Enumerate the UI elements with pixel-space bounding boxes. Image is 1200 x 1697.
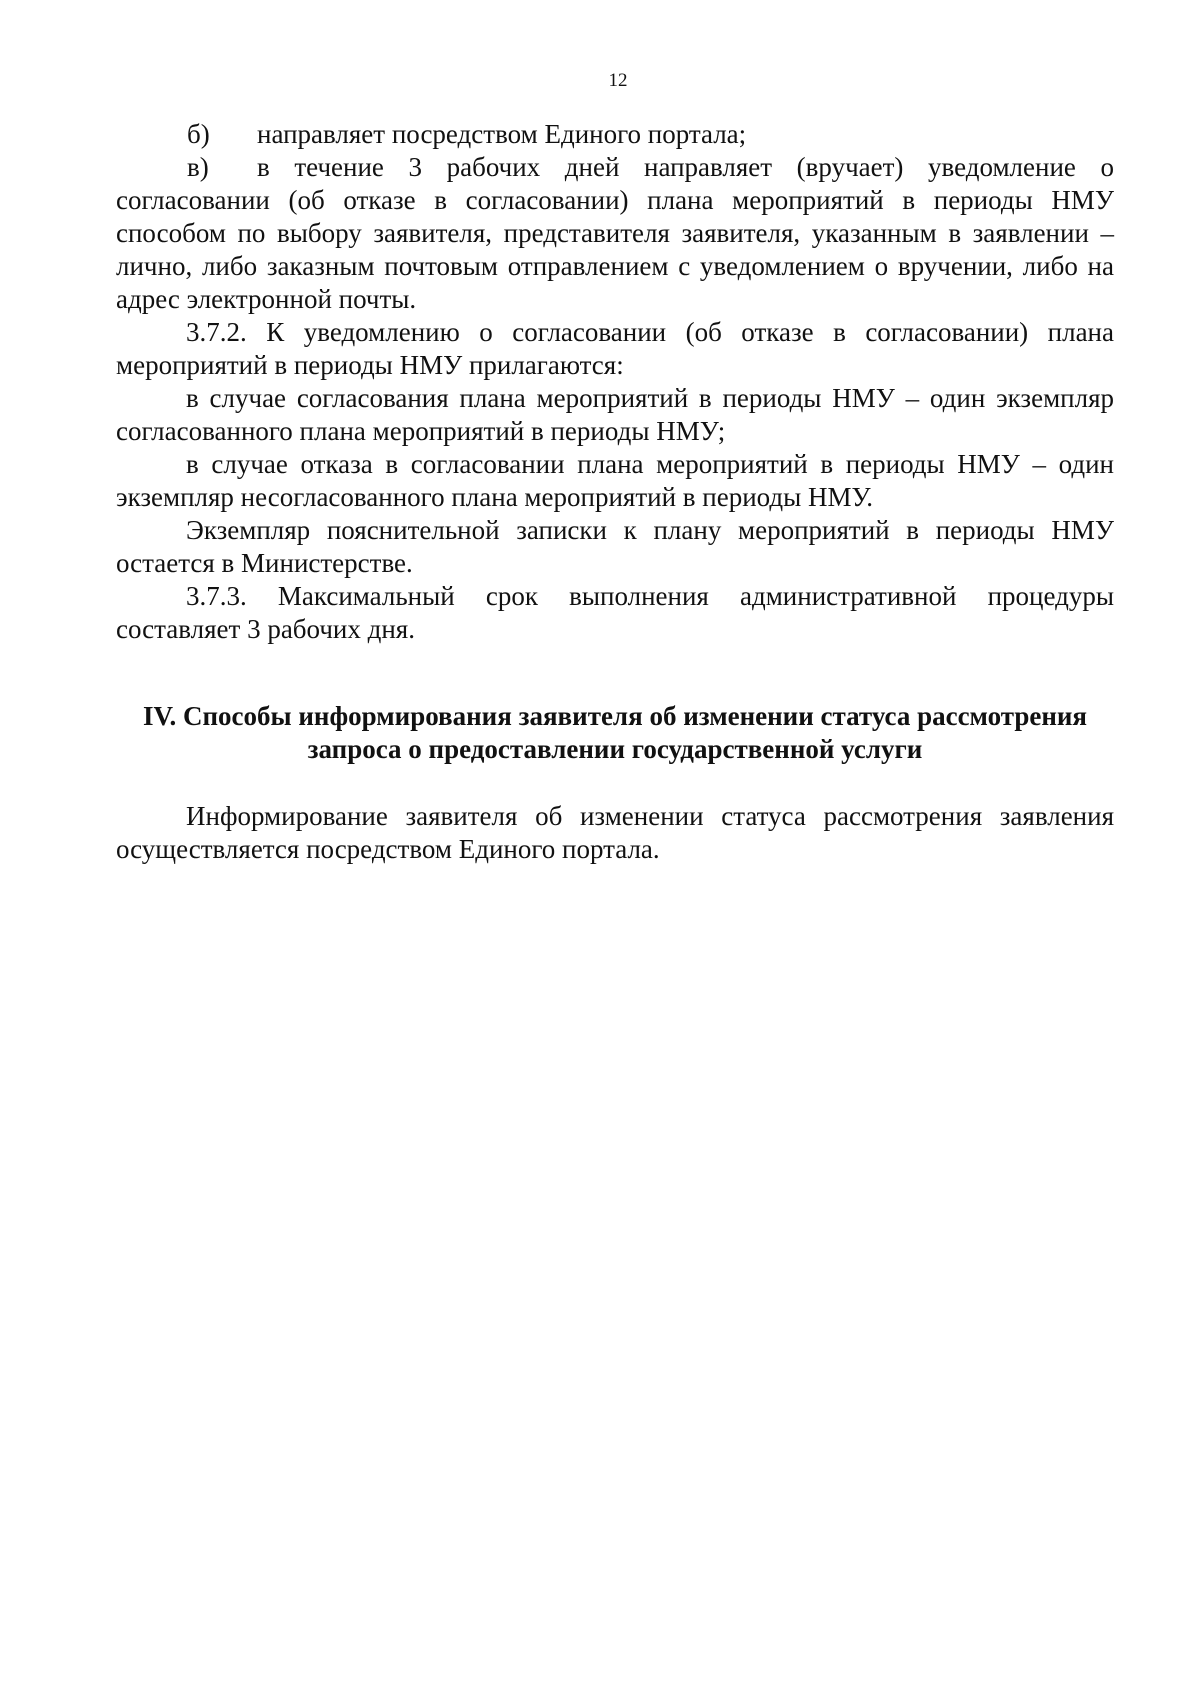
document-body (116, 118, 1114, 646)
paragraph-informing: Информирование заявителя об изменении статуса рассмотрения заявления осуществляется посредством Единого портала. (116, 801, 1114, 864)
paragraph-refused-case: в случае отказа в согласовании плана мероприятий в периоды НМУ – один экземпляр несогласованного плана мероприятий в периоды НМУ. (116, 449, 1114, 512)
paragraph-3-7-2: 3.7.2. К уведомлению о согласовании (об отказе в согласовании) плана мероприятий в периоды НМУ прилагаются: (116, 317, 1114, 380)
list-item-v (116, 151, 1114, 316)
list-item-v-text: в течение 3 рабочих дней направляет (вручает) уведомление о согласовании (об отказе в согласовании) плана мероприятий в периоды НМУ способом по выбору заявителя, представителя заявителя, указанным в заявлении – лично, либо заказным почтовым отправлением с уведомлением о вручении, либо на адрес электронной почты. (116, 152, 1114, 314)
paragraph-explanatory-note: Экземпляр пояснительной записки к плану мероприятий в периоды НМУ остается в Министерстве. (116, 515, 1114, 578)
paragraph-agreed-case: в случае согласования плана мероприятий в периоды НМУ – один экземпляр согласованного плана мероприятий в периоды НМУ; (116, 383, 1114, 446)
closing-section (116, 800, 1114, 866)
section-heading (116, 700, 1114, 766)
list-marker-b: б) (187, 119, 210, 149)
section-heading-line-2: запроса о предоставлении государственной услуги (307, 734, 923, 764)
page-number: 12 (608, 70, 628, 91)
list-marker-v: в) (187, 152, 209, 182)
list-item-b-text: направляет посредством Единого портала; (257, 119, 747, 149)
list-item-b (116, 118, 1114, 151)
paragraph-3-7-3: 3.7.3. Максимальный срок выполнения административной процедуры составляет 3 рабочих дня. (116, 581, 1114, 644)
section-heading-line-1: IV. Способы информирования заявителя об изменении статуса рассмотрения (142, 701, 1088, 731)
